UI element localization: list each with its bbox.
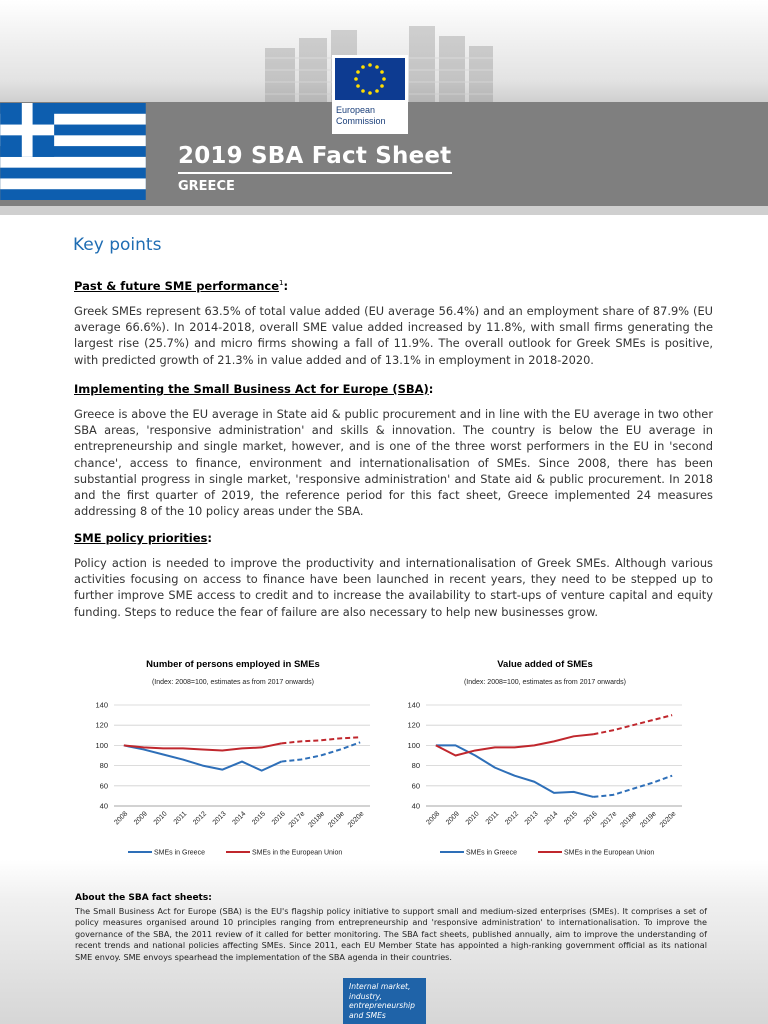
chart-employment-svg xyxy=(78,650,388,866)
x-tick-label: 2008 xyxy=(425,810,442,827)
series-line-greece xyxy=(436,745,594,797)
logo-line-2: Commission xyxy=(336,116,386,126)
title-underline xyxy=(178,172,452,174)
x-tick-label: 2010 xyxy=(464,810,481,827)
x-tick-label: 2014 xyxy=(231,810,248,827)
heading-suffix: : xyxy=(428,382,434,396)
x-tick-label: 2009 xyxy=(132,810,149,827)
y-tick-label: 60 xyxy=(99,781,108,791)
y-tick-label: 100 xyxy=(407,740,420,750)
greek-flag-icon xyxy=(0,103,146,200)
x-tick-label: 2017e xyxy=(287,810,307,830)
chart-title: Number of persons employed in SMEs xyxy=(146,659,320,670)
x-tick-label: 2019e xyxy=(639,810,658,830)
legend-label: SMEs in the European Union xyxy=(564,849,655,857)
y-tick-label: 120 xyxy=(407,720,420,730)
european-commission-logo xyxy=(332,55,408,134)
x-tick-label: 2012 xyxy=(192,810,209,827)
x-tick-label: 2014 xyxy=(543,810,560,827)
x-tick-label: 2016 xyxy=(582,810,599,827)
dg-line-4: and SMEs xyxy=(349,1010,386,1020)
x-tick-label: 2013 xyxy=(523,810,540,827)
logo-line-1: European xyxy=(336,105,376,115)
x-tick-label: 2011 xyxy=(484,810,501,827)
heading-suffix: : xyxy=(207,531,212,545)
x-tick-label: 2008 xyxy=(113,810,130,827)
chart-value-added xyxy=(390,650,700,866)
series-estimate-line-eu xyxy=(593,715,672,734)
chart-value-added-svg xyxy=(390,650,700,866)
chart-subtitle: (Index: 2008=100, estimates as from 2017 onwards) xyxy=(151,679,315,686)
section-past-future xyxy=(74,279,713,368)
country-name: GREECE xyxy=(178,179,235,194)
dg-line-1: Internal market, xyxy=(349,982,411,991)
chart-employment xyxy=(78,650,388,866)
y-tick-label: 80 xyxy=(411,761,420,771)
section-policy-priorities xyxy=(74,531,713,620)
x-tick-label: 2018e xyxy=(307,810,327,830)
section-body: Greece is above the EU average in State aid & public procurement and in line with the EU average in two other SBA areas, 'responsive administration' and skills & innovation. The country is below the EU average in entrepreneurship and single market, however, and is one of the three worst performers in the EU in 'second chance', access to finance, environment and internationalisation of SMEs. Since 2008, there has been substantial progress in single market, 'responsive administration' and State aid & public procurement. In 2018 and the first quarter of 2019, the reference period for this fact sheet, Greece implemented 24 measures addressing 8 of the 10 policy areas under the SBA. xyxy=(74,407,713,519)
x-tick-label: 2012 xyxy=(504,810,521,827)
legend-label: SMEs in the European Union xyxy=(252,849,343,857)
section-implementing-sba xyxy=(74,382,713,519)
y-tick-label: 140 xyxy=(407,700,420,710)
x-tick-label: 2018e xyxy=(619,810,639,830)
y-tick-label: 120 xyxy=(95,720,108,730)
footnote-marker: 1 xyxy=(279,279,284,288)
about-text: The Small Business Act for Europe (SBA) is the EU's flagship policy initiative to support small and medium-sized enterprises (SMEs). It comprises a set of policy measures organised around 10 principles ranging from entrepreneurship and 'responsive administration' to internationalisation. To improve the governance of the SBA, the 2011 review of it called for better monitoring. The SBA fact sheets, published annually, aim to improve the understanding of recent trends and national policies affecting SMEs. Since 2011, each EU Member State has appointed a high-ranking government official as its national SME envoy. SME envoys spearhead the implementation of the SBA agenda in their countries. xyxy=(75,906,707,962)
heading-text: Past & future SME performance xyxy=(74,279,280,293)
y-tick-label: 40 xyxy=(99,801,108,811)
y-tick-label: 60 xyxy=(411,781,420,791)
y-tick-label: 40 xyxy=(411,801,420,811)
heading-text: SME policy priorities xyxy=(74,531,208,545)
x-tick-label: 2015 xyxy=(563,810,580,827)
series-line-eu xyxy=(124,743,282,750)
heading-text: Implementing the Small Business Act for Europe (SBA) xyxy=(74,382,429,396)
x-tick-label: 2017e xyxy=(599,810,619,830)
x-tick-label: 2013 xyxy=(211,810,228,827)
section-body: Greek SMEs represent 63.5% of total value added (EU average 56.4%) and an employment share of 87.9% (EU average 66.6%). In 2014-2018, overall SME value added increased by 11.8%, with small firms generating the largest rise (25.7%) and micro firms showing a fall of 11.9%. The overall outlook for Greek SMEs is positive, with predicted growth of 21.3% in value added and of 13.1% in employment in 2018-2020. xyxy=(74,304,713,367)
series-line-eu xyxy=(436,734,594,755)
x-tick-label: 2010 xyxy=(152,810,169,827)
section-heading xyxy=(74,279,713,293)
x-tick-label: 2019e xyxy=(327,810,346,830)
page-title: 2019 SBA Fact Sheet xyxy=(178,143,452,169)
legend-label: SMEs in Greece xyxy=(466,849,517,857)
x-tick-label: 2009 xyxy=(444,810,461,827)
dg-line-2: industry, xyxy=(349,991,382,1001)
x-tick-label: 2020e xyxy=(658,810,678,830)
about-title: About the SBA fact sheets: xyxy=(75,893,212,903)
y-tick-label: 140 xyxy=(95,700,108,710)
section-heading xyxy=(74,531,713,545)
x-tick-label: 2011 xyxy=(172,810,189,827)
chart-title: Value added of SMEs xyxy=(497,659,593,670)
legend-label: SMEs in Greece xyxy=(154,849,205,857)
section-body: Policy action is needed to improve the productivity and internationalisation of Greek SMEs. Although various activities focusing on access to finance have been launched in recent years, they need to be stepped up to further improve SME access to credit and to increase the availability to start-ups of venture capital and equity funding. Steps to reduce the fear of failure are also necessary to help new businesses grow. xyxy=(74,556,713,619)
x-tick-label: 2016 xyxy=(270,810,287,827)
dg-grow-box xyxy=(343,978,426,1024)
y-tick-label: 100 xyxy=(95,740,108,750)
chart-subtitle: (Index: 2008=100, estimates as from 2017 onwards) xyxy=(463,679,627,686)
y-tick-label: 80 xyxy=(99,761,108,771)
eu-flag-icon xyxy=(332,55,408,103)
section-heading xyxy=(74,382,713,396)
series-estimate-line-eu xyxy=(281,737,360,743)
key-points-heading: Key points xyxy=(73,235,162,255)
x-tick-label: 2015 xyxy=(251,810,268,827)
x-tick-label: 2020e xyxy=(346,810,366,830)
heading-suffix: : xyxy=(283,279,289,293)
dg-line-3: entrepreneurship xyxy=(349,1001,415,1010)
series-estimate-line-greece xyxy=(593,776,672,797)
